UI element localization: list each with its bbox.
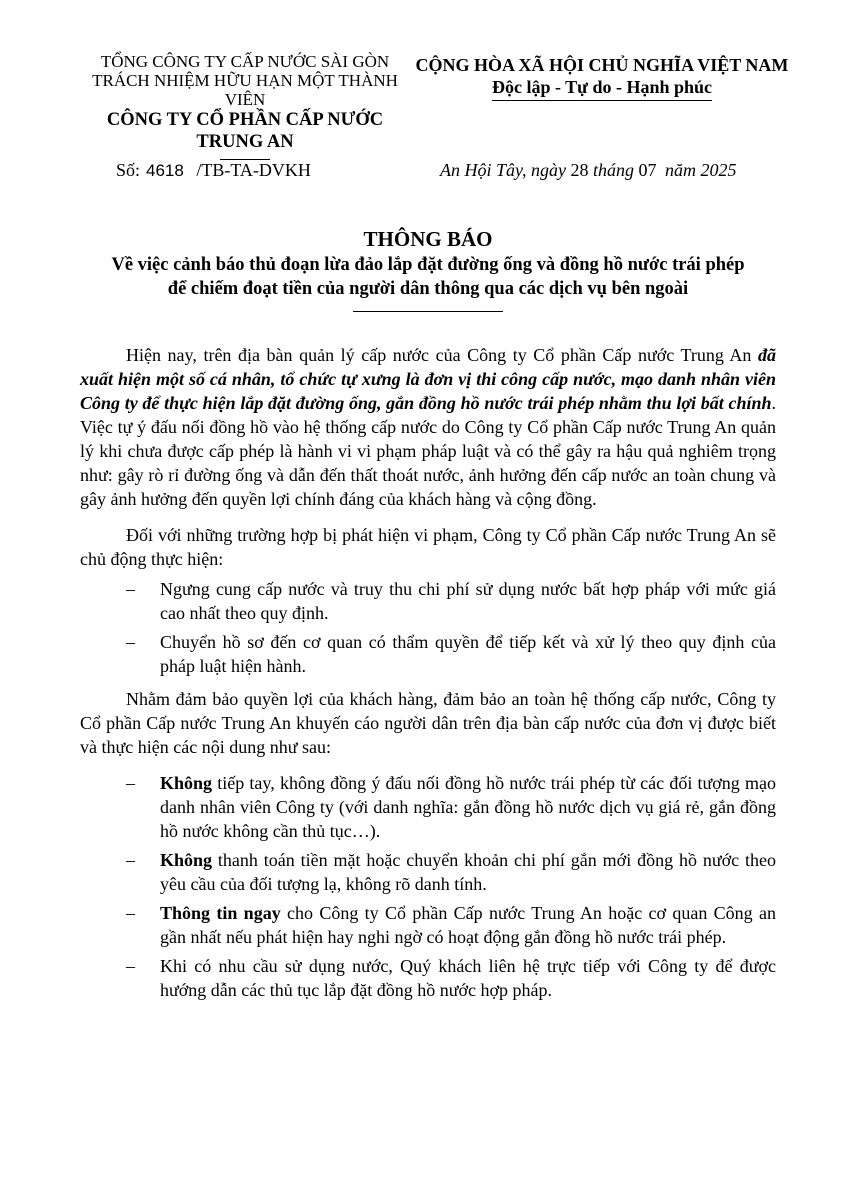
action-list <box>80 577 776 678</box>
recommendation-list <box>80 771 776 1002</box>
dash-marker: – <box>126 903 135 923</box>
doc-number-value: 4618 <box>146 161 184 180</box>
document-body <box>80 343 776 1007</box>
title-subject-1: Về việc cảnh báo thủ đoạn lừa đảo lắp đặt đường ống và đồng hồ nước trái phép <box>111 255 745 275</box>
date-month: 07 <box>638 160 657 180</box>
parent-corporation-type: TRÁCH NHIỆM HỮU HẠN MỘT THÀNH VIÊN <box>92 71 398 109</box>
year-label: năm 2025 <box>665 160 737 180</box>
date-day: 28 <box>570 160 589 180</box>
document-title <box>60 226 796 312</box>
list-item <box>80 901 776 949</box>
dash-marker: – <box>126 632 135 652</box>
national-header <box>402 54 802 101</box>
issuer-header <box>80 52 410 160</box>
parent-corporation: TỔNG CÔNG TY CẤP NƯỚC SÀI GÒN <box>100 52 390 71</box>
title-main: THÔNG BÁO <box>363 227 493 251</box>
month-label: tháng <box>593 160 635 180</box>
list-item-text: thanh toán tiền mặt hoặc chuyển khoản chi phí gắn mới đồng hồ nước theo yêu cầu của đối tượng lạ, không rõ danh tính. <box>160 850 776 894</box>
p1-start: Hiện nay, trên địa bàn quản lý cấp nước của Công ty Cổ phần Cấp nước Trung An <box>126 345 758 365</box>
national-motto: Độc lập - Tự do - Hạnh phúc <box>492 76 712 101</box>
title-subject-2: để chiếm đoạt tiền của người dân thông qua các dịch vụ bên ngoài <box>167 279 689 299</box>
dash-marker: – <box>126 956 135 976</box>
list-item-text: tiếp tay, không đồng ý đấu nối đồng hồ nước trái phép từ các đối tượng mạo danh nhân viên Công ty (với danh nghĩa: gắn đồng hồ nước dịch vụ giá rẻ, gắn đồng hồ nước không cần thủ tục…). <box>160 773 776 841</box>
dash-marker: – <box>126 850 135 870</box>
p1-emphasis: đã xuất hiện một số cá nhân, tổ chức tự xưng là đơn vị thi công cấp nước, mạo danh nhân viên Công ty để thực hiện lắp đặt đường ống, gắn đồng hồ nước trái phép nhằm thu lợi bất chính <box>80 345 776 413</box>
national-title: CỘNG HÒA XÃ HỘI CHỦ NGHĨA VIỆT NAM <box>415 55 789 75</box>
list-item-bold: Thông tin ngay <box>160 903 281 923</box>
company-name: CÔNG TY CỔ PHẦN CẤP NƯỚC <box>106 110 384 130</box>
list-item-bold: Không <box>160 850 213 870</box>
doc-number-prefix: Số: <box>116 160 141 180</box>
doc-number-suffix: /TB-TA-DVKH <box>196 160 311 180</box>
list-item <box>80 771 776 843</box>
list-item <box>80 954 776 1002</box>
p1-end: . Việc tự ý đấu nối đồng hồ vào hệ thống cấp nước do Công ty Cổ phần Cấp nước Trung An quản lý khi chưa được cấp phép là hành vi vi phạm pháp luật và có thể gây ra hậu quả nghiêm trọng như: gây rò rỉ đường ống và dẫn đến thất thoát nước, ảnh hưởng đến cấp nước an toàn chung và gây ảnh hưởng đến quyền lợi chính đáng của khách hàng và cộng đồng. <box>80 393 776 509</box>
list-item-text: cho Công ty Cổ phần Cấp nước Trung An hoặc cơ quan Công an gần nhất nếu phát hiện hay nghi ngờ có hoạt động gắn đồng hồ nước trái phép. <box>160 903 776 947</box>
list-item-bold: Không <box>160 773 213 793</box>
list-item-text: Chuyển hồ sơ đến cơ quan có thẩm quyền để tiếp kết và xử lý theo quy định của pháp luật hiện hành. <box>160 632 776 676</box>
place-label: An Hội Tây, ngày <box>440 160 566 180</box>
dash-marker: – <box>126 579 135 599</box>
list-item <box>80 848 776 896</box>
list-item-text: Khi có nhu cầu sử dụng nước, Quý khách liên hệ trực tiếp với Công ty để được hướng dẫn các thủ tục lắp đặt đồng hồ nước hợp pháp. <box>160 956 776 1000</box>
place-date <box>440 160 737 181</box>
list-item <box>80 630 776 678</box>
paragraph-1 <box>80 343 776 511</box>
document-number <box>116 160 311 181</box>
dash-marker: – <box>126 773 135 793</box>
paragraph-2: Đối với những trường hợp bị phát hiện vi phạm, Công ty Cổ phần Cấp nước Trung An sẽ chủ động thực hiện: <box>80 525 776 569</box>
title-underline <box>353 311 503 312</box>
list-item <box>80 577 776 625</box>
paragraph-3: Nhằm đảm bảo quyền lợi của khách hàng, đảm bảo an toàn hệ thống cấp nước, Công ty Cổ phần Cấp nước Trung An khuyến cáo người dân trên địa bàn cấp nước của đơn vị được biết và thực hiện các nội dung như sau: <box>80 689 776 757</box>
list-item-text: Ngưng cung cấp nước và truy thu chi phí sử dụng nước bất hợp pháp với mức giá cao nhất theo quy định. <box>160 579 776 623</box>
company-name-2: TRUNG AN <box>196 132 294 152</box>
